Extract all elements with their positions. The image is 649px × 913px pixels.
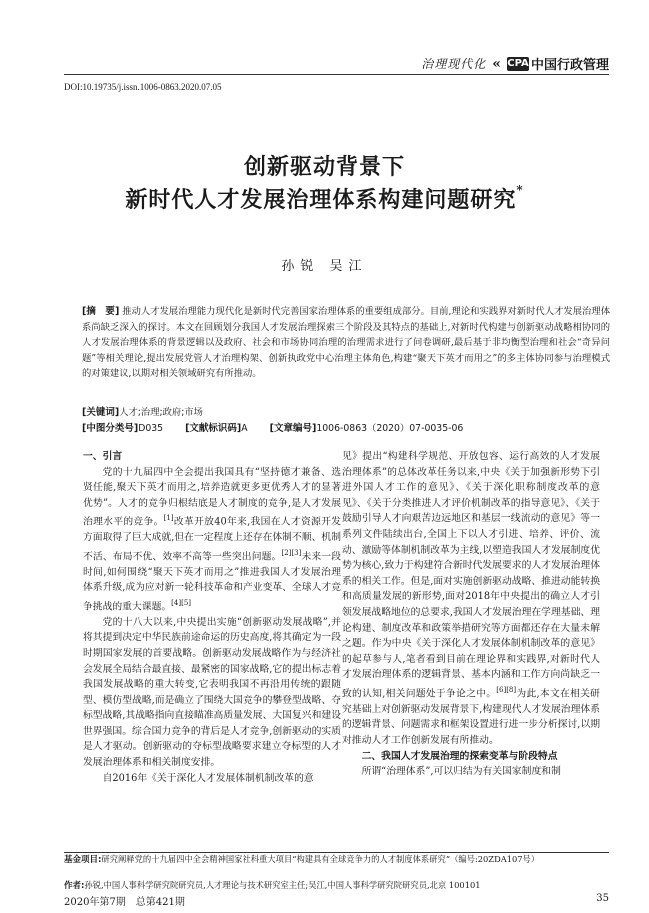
paragraph: 自2016年《关于深化人才发展体制机制改革的意 — [102, 772, 314, 784]
citation: [1] — [163, 514, 174, 523]
doc-code-label: [文献标识码] — [185, 423, 242, 434]
doc-code-value: A — [241, 423, 248, 434]
funding-note — [64, 853, 609, 866]
citation: [2][3] — [281, 548, 302, 557]
clc-value: D035 — [138, 423, 164, 434]
doi: DOI:10.19735/j.issn.1006-0863.2020.07.05 — [64, 82, 222, 92]
text-run: 见》提出“构建科学规范、开放包容、运行高效的人才发展治理体系”的总体改革任务以来,中央《关于加强新形势下引进外国人才工作的意见》、《关于深化职称制度改革的意见》、《关于分类推进人才评价机制改革的指导意见》、《关于鼓励引导人才向艰苦边远地区和基层一线流动的意见》等一系列文件陆续出台,全国上下以人才引进、培养、评价、流动、激励等体制机制改革为主线,以塑造我国人才发展制度优势为核心,致力于构建符合新时代发展要求的人才发展治理体系的相关工作。但是,面对实施创新驱动战略、推进动能转换和高质量发展的新形势,面对2018年中央提出的确立人才引领发展战略地位的总要求,我国人才发展治理在学理基础、理论构建、制度改革和政策举措研究等方面都还存在大量未解之题。作为中央《关于深化人才发展体制机制改革的意见》的起草参与人,笔者看到目前在理论界和实践界,对新时代人才发展治理体系的逻辑背景、基本内涵和工作方向尚缺乏一致的认知,相关问题处于争论之中。 — [342, 451, 600, 700]
paragraph — [342, 449, 600, 749]
clc-field — [82, 420, 163, 434]
paragraph — [83, 465, 341, 615]
body-column-right — [342, 449, 600, 780]
doc-code-field — [185, 420, 248, 434]
paragraph: 所谓“治理体系”,可以归结为有关国家制度和制 — [361, 766, 561, 778]
author-note-text: 孙锐,中国人事科学研究院研究员,人才理论与技术研究室主任;吴江,中国人事科学研究院研究员,北京 100101 — [84, 880, 481, 890]
abstract-text: 推动人才发展治理能力现代化是新时代完善国家治理体系的重要组成部分。目前,理论和实践界对新时代人才发展治理体系尚缺乏深入的探讨。本文在回顾划分我国人才发展治理探索三个阶段及其特点的基础上,对新时代构建与创新驱动战略相协同的人才发展治理体系的背景逻辑以及政府、社会和市场协同治理的治理需求进行了问卷调研,最后基于非均衡型治理和社会“奇异问题”等相关理论,提出发展党管人才治理构架、创新执政党中心治理主体角色,构建“聚天下英才而用之”的多主体协同参与治理模式的对策建议,以期对相关领域研究有所推动。 — [82, 306, 610, 380]
author-note-label: 作者: — [64, 881, 85, 891]
abstract-label: [摘 要] — [82, 306, 120, 317]
citation: [4][5] — [171, 598, 192, 607]
article-number-field — [270, 420, 464, 434]
issue-info: 2020年第7期 总第421期 — [64, 897, 185, 908]
article-number-label: [文章编号] — [269, 423, 317, 434]
page-number: 35 — [596, 893, 609, 904]
cpa-logo-icon: CPA — [507, 57, 529, 69]
keywords-text: 人才;治理;政府;市场 — [119, 407, 203, 418]
text-run: 改革开放40年来,我国在人才资源开发方面取得了巨大成就,但在一定程度上还存在体制不顺、机制不活、布局不优、效率不高等一些突出问题。 — [83, 516, 341, 563]
classification — [82, 420, 610, 434]
journal-header — [421, 54, 609, 73]
journal-name: 中国行政管理 — [530, 58, 609, 73]
journal-logo — [507, 54, 609, 73]
authors: 孙锐 吴江 — [281, 259, 368, 274]
section-heading-2: 二、我国人才发展治理的探索变革与阶段特点 — [361, 750, 558, 762]
article-title-line1: 创新驱动背景下 — [243, 154, 405, 180]
section-name: 治理现代化 — [421, 57, 487, 71]
title-text: 新时代人才发展治理体系构建问题研究 — [125, 187, 517, 213]
paragraph: 党的十八大以来,中央提出实施“创新驱动发展战略”,并将其提到决定中华民族前途命运的历史高度,将其确定为一段时期国家发展的首要战略。创新驱动发展战略作为与经济社会发展全局结合最直接、最紧密的国家战略,它的提出标志着我国发展战略的重大转变,它表明我国不再沿用传统的跟随型、模仿型战略,而是确立了围绕大国竞争的攀登型战略、夺标型战略,其战略指向直接瞄准高质量发展、大国复兴和建设世界强国。综合国力竞争的背后是人才竞争,创新驱动的实质是人才驱动。创新驱动的夺标型战略要求建立夺标型的人才发展治理体系和相关制度安排。 — [83, 616, 341, 769]
author-note — [64, 879, 609, 892]
abstract — [82, 304, 610, 382]
clc-label: [中图分类号] — [82, 423, 139, 434]
funding-text: 研究阐释党的十九届四中全会精神国家社科重大项目“构建具有全球竞争力的人才制度体系研究”（编号:20ZDA107号） — [101, 854, 540, 864]
citation: [6][8] — [496, 685, 517, 694]
article-title-line2 — [0, 183, 649, 214]
title-footnote-mark: * — [516, 183, 524, 197]
header-rule — [64, 74, 609, 75]
article-number-value: 1006-0863（2020）07-0035-06 — [316, 423, 464, 434]
text-run: 党的十九届四中全会提出我国具有“坚持德才兼备、选贤任能,聚天下英才而用之,培养造就更多更优秀人才的显著优势”。人才的竞争归根结底是人才制度的竞争,是人才发展治理水平的竞争。 — [83, 466, 341, 528]
double-arrow-icon: « — [492, 55, 501, 72]
keywords — [82, 404, 610, 418]
section-heading-1: 一、引言 — [83, 451, 123, 462]
funding-label: 基金项目: — [64, 855, 102, 865]
keywords-label: [关键词] — [82, 407, 120, 418]
body-column-left — [83, 449, 341, 786]
text-run: 未来一段时间,如何围绕“聚天下英才而用之”推进我国人才发展治理体系升级,成为应对新一轮科技革命和产业变革、全球人才竞争挑战的重大课题。 — [83, 551, 342, 613]
text-run: 为此,本文在相关研究基础上对创新驱动发展背景下,构建现代人才发展治理体系的逻辑背景、问题需求和框架设置进行进一步分析探讨,以期对推动人才工作创新发展有所推动。 — [342, 688, 600, 746]
